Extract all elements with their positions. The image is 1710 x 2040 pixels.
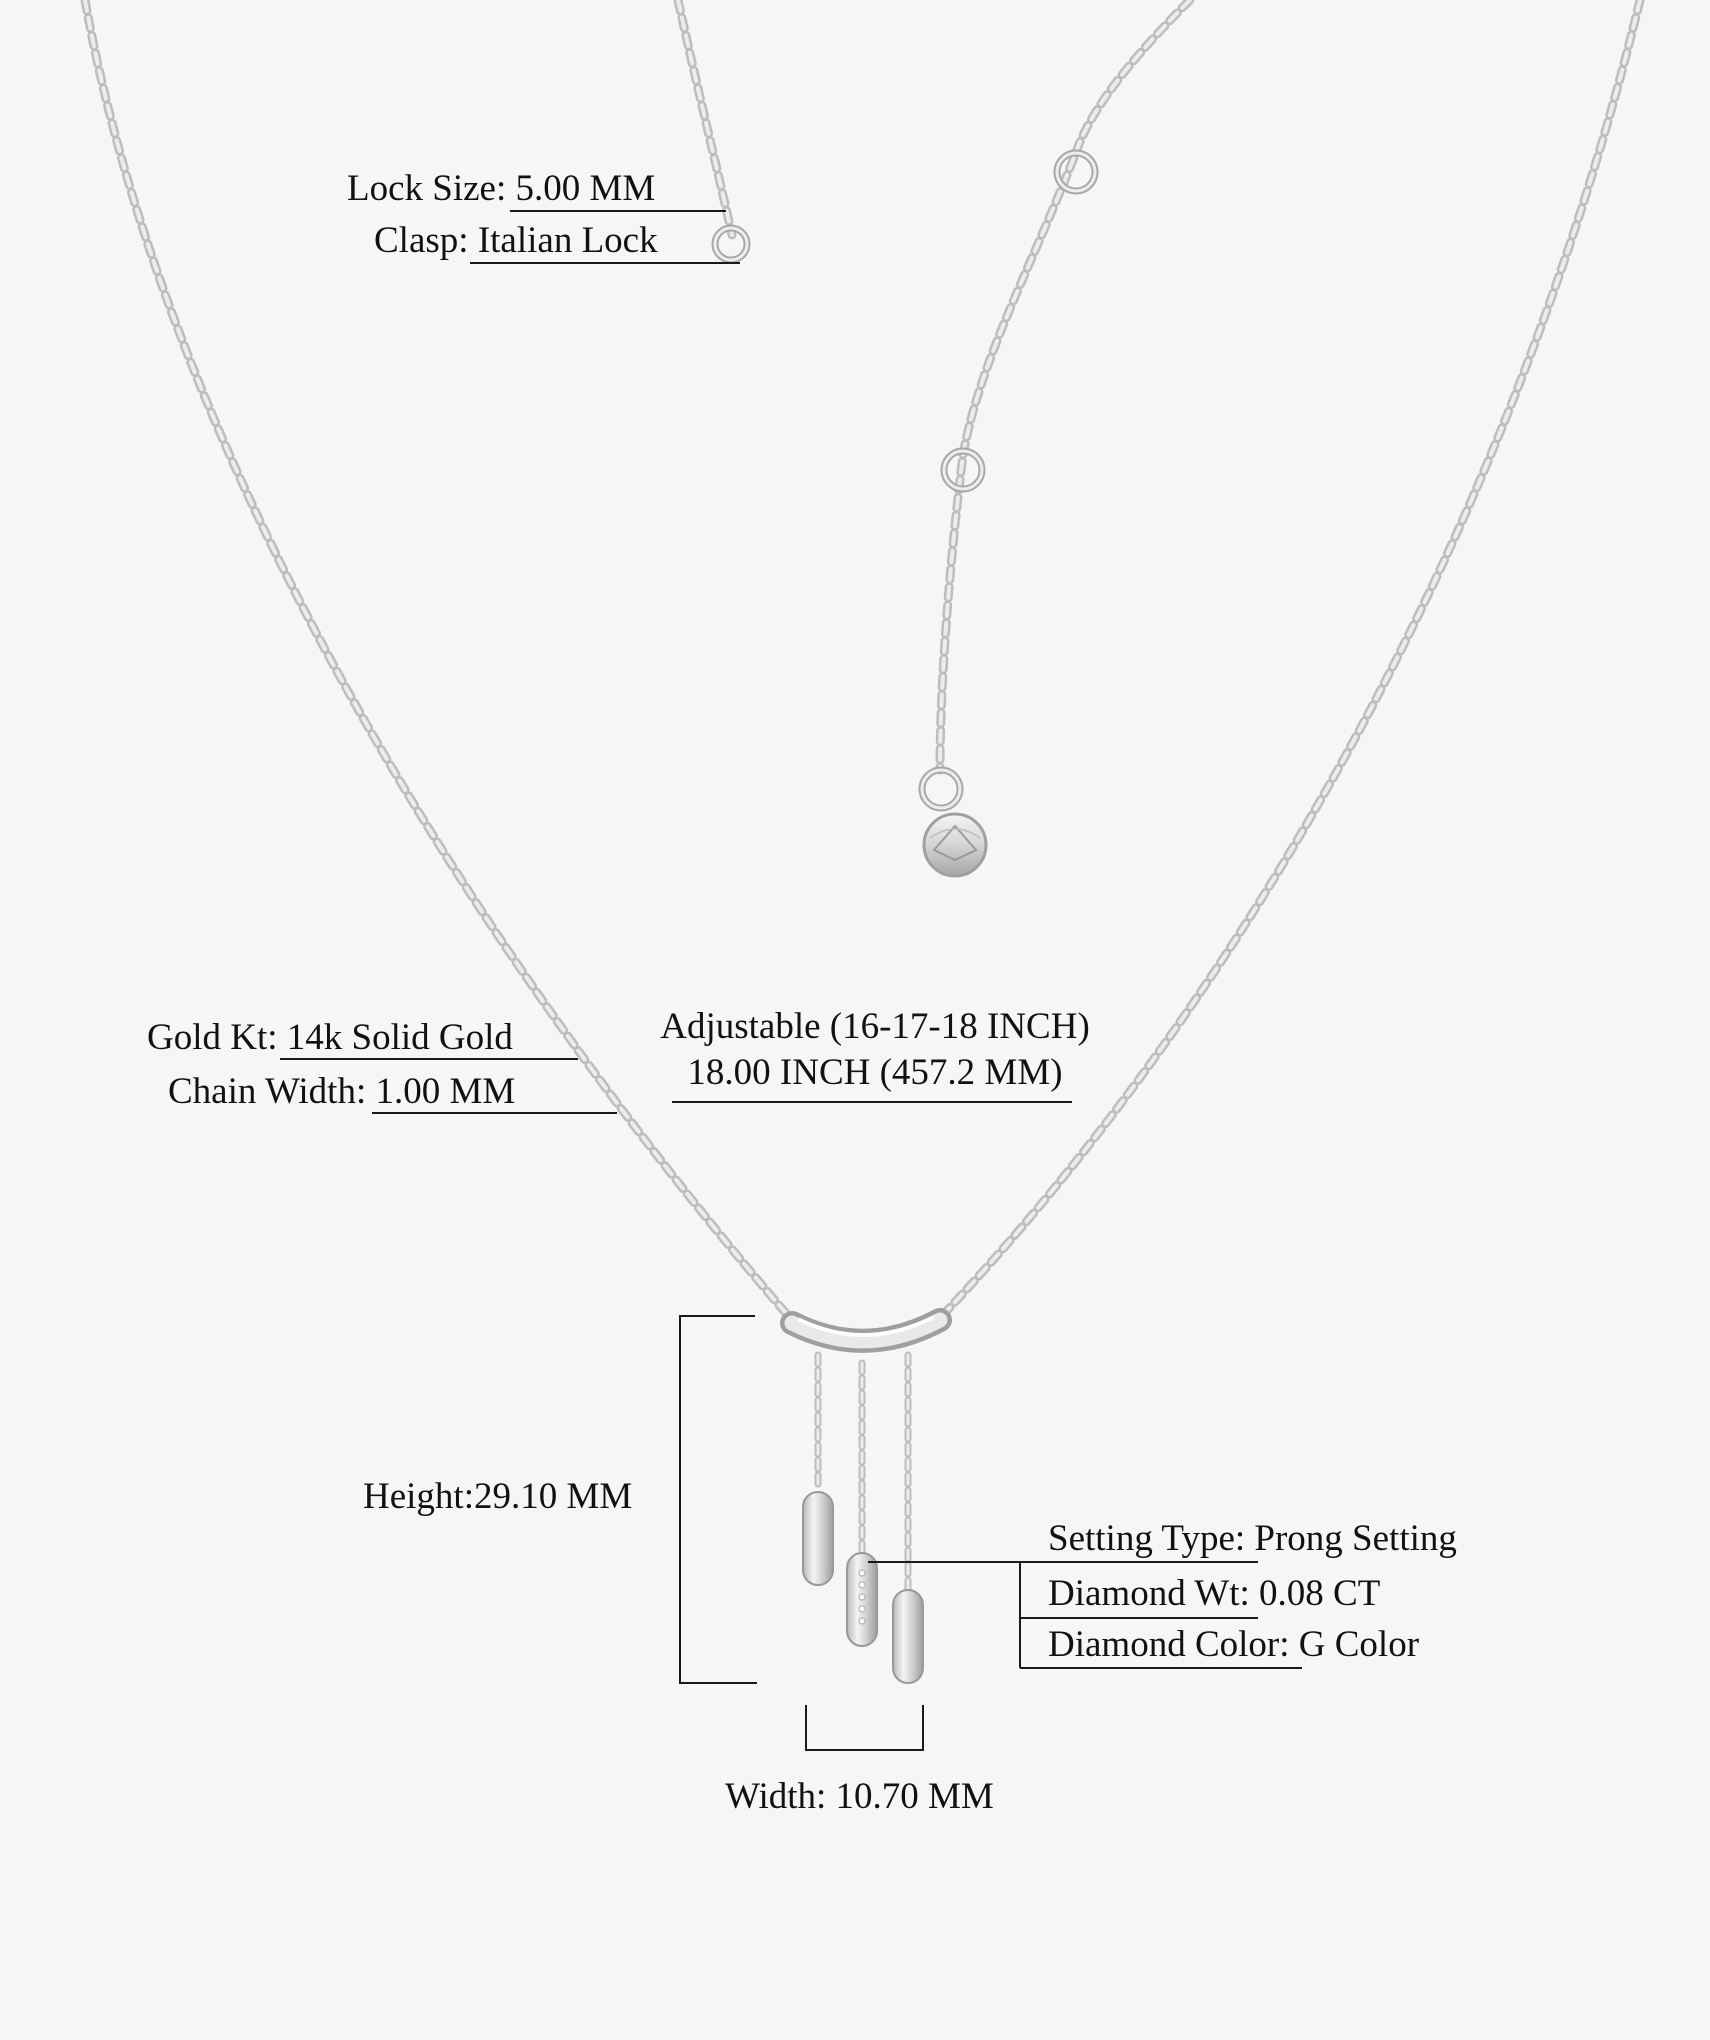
spec-diamond-wt-label: Diamond Wt:: [1048, 1573, 1250, 1614]
spec-width-value: Width: 10.70 MM: [725, 1776, 994, 1817]
spec-gold-kt-label: Gold Kt:: [147, 1017, 278, 1058]
spec-diamond-color-label: Diamond Color:: [1048, 1624, 1290, 1665]
spec-diamond-wt-value: 0.08 CT: [1249, 1573, 1381, 1614]
spec-diamond-wt: [1048, 1575, 1380, 1612]
spec-length-value: 18.00 INCH (457.2 MM): [687, 1052, 1063, 1093]
spec-setting-type-value: Prong Setting: [1245, 1518, 1457, 1559]
spec-setting-type: [1048, 1520, 1457, 1557]
spec-chain-width: [168, 1073, 515, 1110]
spec-lock-size-label: Lock Size:: [347, 168, 507, 209]
spec-diamond-color-value: G Color: [1289, 1624, 1420, 1665]
spec-setting-type-label: Setting Type:: [1048, 1518, 1246, 1559]
spec-clasp-value: Italian Lock: [468, 220, 658, 261]
spec-height: [363, 1478, 632, 1515]
spec-height-value: Height:29.10 MM: [363, 1476, 633, 1517]
spec-chain-width-label: Chain Width:: [168, 1071, 367, 1112]
spec-clasp: [374, 222, 658, 259]
capsule-drop-icon: [893, 1590, 923, 1683]
curved-bar-icon: [792, 1318, 940, 1341]
capsule-drop-icon: [803, 1492, 833, 1585]
spec-chain-width-value: 1.00 MM: [366, 1071, 516, 1112]
spec-length-adjustable: Adjustable (16-17-18 INCH): [660, 1006, 1090, 1047]
spec-length: [640, 1008, 1110, 1091]
spec-clasp-label: Clasp:: [374, 220, 469, 261]
tag-charm-icon: [924, 814, 986, 876]
chain-clasp-tail: [678, 0, 732, 235]
spec-width: [725, 1778, 994, 1815]
spec-gold-kt-value: 14k Solid Gold: [277, 1017, 513, 1058]
spec-lock-size: [347, 170, 655, 207]
spec-lock-size-value: 5.00 MM: [506, 168, 656, 209]
spec-gold-kt: [147, 1019, 513, 1056]
spec-diamond-color: [1048, 1626, 1419, 1663]
diamond-pave-drop-icon: [847, 1553, 877, 1646]
chain-extender: [940, 0, 1190, 770]
chain-right: [940, 0, 1640, 1318]
jump-ring-icon: [922, 770, 960, 808]
